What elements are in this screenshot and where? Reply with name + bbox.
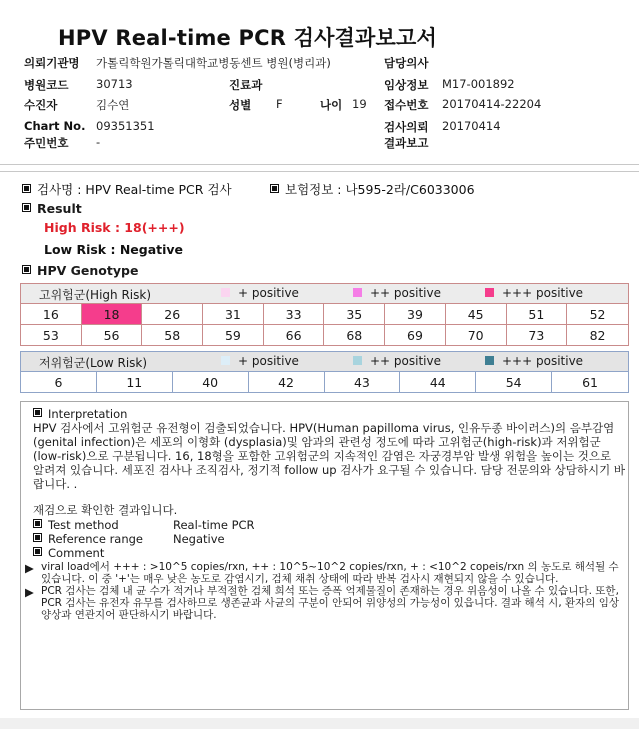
legend-swatch	[353, 356, 362, 365]
clinical-value: M17-001892	[442, 77, 515, 91]
legend-plus	[221, 354, 299, 368]
test-method-value: Real-time PCR	[173, 518, 255, 532]
genotype-cell-54: 54	[476, 371, 552, 392]
sex-label: 성별	[229, 98, 252, 112]
hospital-code-value: 30713	[96, 77, 133, 91]
legend-label: ++ positive	[370, 286, 441, 300]
interpretation-body: HPV 검사에서 고위험군 유전형이 검출되었습니다. HPV(Human papilloma virus, 인유두종 바이러스)의 음부감염(genital infection)은 세포의 이형화 (dysplasia)및 암과의 관련성 정도에 따라 고위험군(high-risk)과 저위험군(low-risk)으로 구분됩니다. 16, 18형을 포함한 고위험군의 지속적인 감염은 자궁경부암 발생 위험을 높이는 것으로 알려져 있습니다. 세포진 검사나 조직검사, 정기적 follow up 검사가 요구될 수 있습니다. 담당 전문의와 상담하시기 바랍니다. .	[33, 421, 625, 491]
genotype-cell-59: 59	[203, 324, 264, 345]
legend-label: + positive	[238, 286, 299, 300]
report-label: 결과보고	[384, 136, 429, 150]
insurance-text: 보험정보 : 나595-2라/C6033006	[285, 182, 475, 197]
genotype-cell-52: 52	[567, 303, 628, 324]
legend-swatch	[221, 288, 230, 297]
genotype-cell-16: 16	[21, 303, 82, 324]
checkbox-square-icon	[22, 203, 31, 212]
checkbox-square-icon	[33, 408, 42, 417]
comment-heading-text: Comment	[48, 546, 105, 560]
page-bottom-band	[0, 718, 639, 729]
legend-label: ++ positive	[370, 354, 441, 368]
low-risk-inner	[21, 352, 628, 371]
genotype-cell-44: 44	[400, 371, 476, 392]
genotype-cell-56: 56	[82, 324, 143, 345]
rrn-value: -	[96, 135, 101, 149]
genotype-cell-33: 33	[264, 303, 325, 324]
checkbox-square-icon	[22, 265, 31, 274]
low-risk-label: 저위험군(Low Risk)	[39, 356, 148, 370]
high-risk-label: 고위험군(High Risk)	[39, 288, 151, 302]
result-heading-text: Result	[37, 201, 82, 216]
high-risk-header	[21, 284, 628, 303]
genotype-heading	[22, 263, 138, 278]
genotype-cell-31: 31	[203, 303, 264, 324]
high-risk-row	[21, 324, 628, 345]
result-heading	[22, 201, 82, 216]
genotype-cell-45: 45	[446, 303, 507, 324]
checkbox-square-icon	[33, 547, 42, 556]
high-risk-result: High Risk : 18(+++)	[44, 220, 185, 235]
genotype-cell-69: 69	[385, 324, 446, 345]
insurance-info	[270, 180, 475, 198]
age-value: 19	[352, 97, 367, 111]
genotype-cell-66: 66	[264, 324, 325, 345]
legend-plus-plus	[353, 286, 441, 300]
name-value: 김수연	[96, 98, 130, 112]
reference-range-value: Negative	[173, 532, 225, 546]
test-name	[22, 180, 232, 198]
genotype-cell-68: 68	[324, 324, 385, 345]
requester-label: 의뢰기관명	[24, 56, 80, 70]
legend-plus	[221, 286, 299, 300]
genotype-cell-61: 61	[552, 371, 628, 392]
dept-label: 진료과	[229, 78, 263, 92]
interpretation-box	[20, 401, 629, 710]
checkbox-square-icon	[270, 184, 279, 193]
reference-range-label: Reference range	[48, 532, 144, 546]
genotype-cell-51: 51	[507, 303, 568, 324]
comment-viral-load: viral load에서 +++ : >10^5 copies/rxn, ++ : 10^5~10^2 copies/rxn, + : <10^2 copeis/rxn 의 농도로 해석될 수 있습니다. 이 중 '+'는 매우 낮은 농도로 감염시기, 검체 채취 상태에 따라 반복 검사시 재현되지 않을 수 있습니다.	[41, 561, 619, 585]
legend-swatch	[221, 356, 230, 365]
genotype-heading-text: HPV Genotype	[37, 263, 139, 278]
genotype-cell-26: 26	[142, 303, 203, 324]
test-name-text: 검사명 : HPV Real-time PCR 검사	[37, 182, 232, 197]
genotype-cell-53: 53	[21, 324, 82, 345]
sex-value: F	[276, 97, 283, 111]
genotype-cell-35: 35	[324, 303, 385, 324]
divider	[0, 171, 639, 172]
genotype-cell-18: 18	[82, 303, 143, 324]
legend-label: +++ positive	[502, 354, 584, 368]
checkbox-square-icon	[33, 533, 42, 542]
receipt-label: 접수번호	[384, 98, 429, 112]
high-risk-row	[21, 303, 628, 324]
age-label: 나이	[320, 98, 343, 112]
report-title: HPV Real-time PCR 검사결과보고서	[58, 26, 437, 50]
clinical-label: 임상정보	[384, 78, 429, 92]
bullet-arrow-icon: ▶	[25, 561, 34, 575]
low-risk-header	[21, 352, 628, 371]
checkbox-square-icon	[33, 519, 42, 528]
requester-value: 가톨릭학원가톨릭대학교병동센트 병원(병리과)	[96, 56, 331, 70]
genotype-cell-70: 70	[446, 324, 507, 345]
genotype-cell-73: 73	[507, 324, 568, 345]
genotype-cell-40: 40	[173, 371, 249, 392]
high-risk-table	[20, 283, 629, 346]
low-risk-result: Low Risk : Negative	[44, 242, 184, 257]
legend-swatch	[353, 288, 362, 297]
hospital-code-label: 병원코드	[24, 78, 69, 92]
genotype-cell-11: 11	[97, 371, 173, 392]
receipt-value: 20170414-22204	[442, 97, 542, 111]
comment-heading	[33, 546, 104, 560]
genotype-cell-6: 6	[21, 371, 97, 392]
genotype-cell-39: 39	[385, 303, 446, 324]
legend-swatch	[485, 356, 494, 365]
genotype-cell-58: 58	[142, 324, 203, 345]
divider	[0, 164, 639, 165]
test-method	[33, 518, 119, 532]
request-value: 20170414	[442, 119, 501, 133]
legend-plus-plus	[353, 354, 441, 368]
name-label: 수진자	[24, 98, 58, 112]
doctor-label: 담당의사	[384, 56, 429, 70]
legend-plus-plus-plus	[485, 354, 583, 368]
interpretation-heading-text: Interpretation	[48, 407, 128, 421]
genotype-cell-82: 82	[567, 324, 628, 345]
test-method-label: Test method	[48, 518, 119, 532]
bullet-arrow-icon: ▶	[25, 585, 34, 599]
genotype-cell-43: 43	[325, 371, 401, 392]
legend-plus-plus-plus	[485, 286, 583, 300]
request-label: 검사의뢰	[384, 120, 429, 134]
legend-label: + positive	[238, 354, 299, 368]
genotype-cell-42: 42	[249, 371, 325, 392]
chart-value: 09351351	[96, 119, 155, 133]
low-risk-row	[21, 371, 628, 392]
checkbox-square-icon	[22, 184, 31, 193]
reference-range	[33, 532, 143, 546]
legend-label: +++ positive	[502, 286, 584, 300]
legend-swatch	[485, 288, 494, 297]
interpretation-heading	[33, 407, 127, 421]
rrn-label: 주민번호	[24, 136, 69, 150]
chart-label: Chart No.	[24, 119, 86, 133]
low-risk-table	[20, 351, 629, 393]
comment-pcr: PCR 검사는 검체 내 균 수가 적거나 부적절한 검체 희석 또는 증폭 억제물질이 존재하는 경우 위음성이 나올 수 있습니다. 또한, PCR 검사는 유전자 유무를 검사하므로 생존균과 사균의 구분이 안되어 위양성의 가능성이 있읍니다. 결과 해석 시, 환자의 임상 양상과 연관지어 판단하시기 바랍니다.	[41, 585, 620, 621]
reconfirm-note: 재검으로 확인한 결과입니다.	[33, 503, 178, 517]
